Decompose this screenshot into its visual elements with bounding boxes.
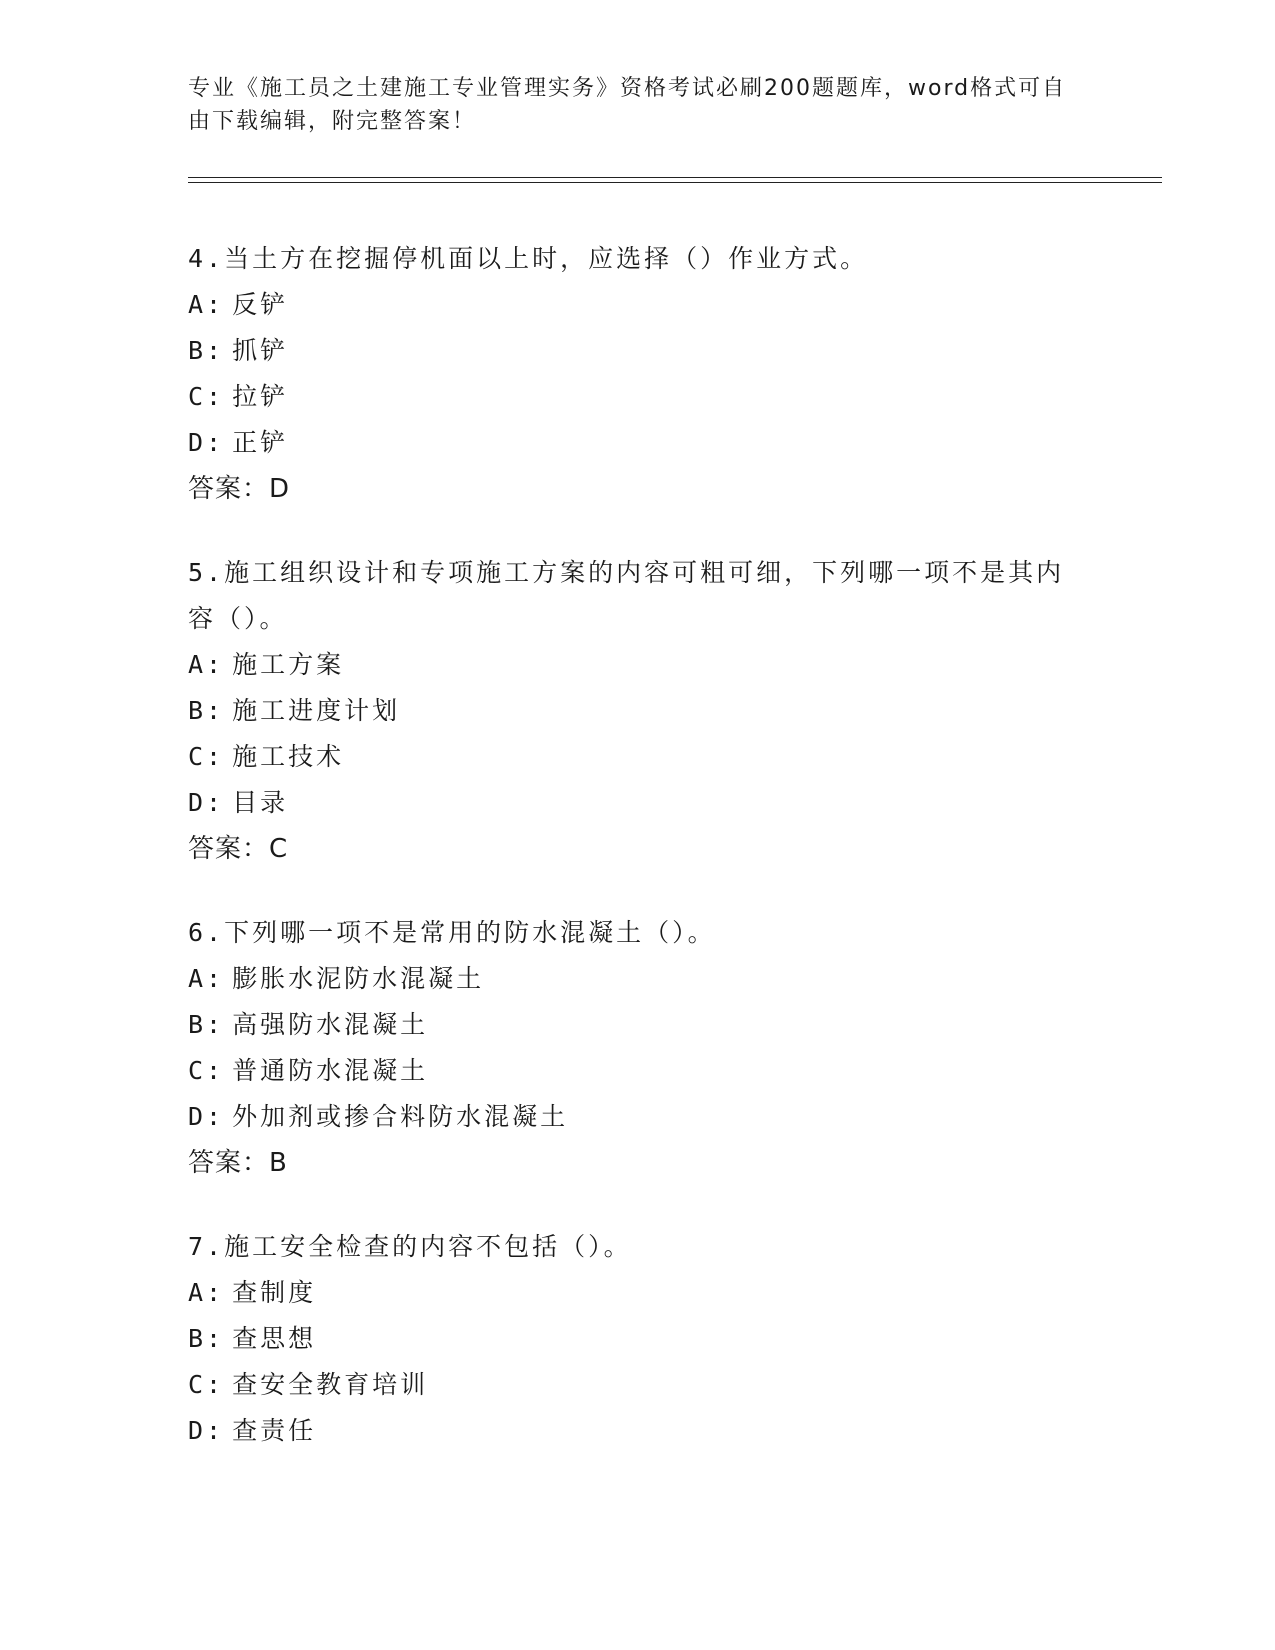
option-text: 普通防水混凝土: [232, 1056, 429, 1085]
option-letter: D:: [188, 1416, 225, 1445]
option-c: [188, 1048, 1088, 1094]
header-divider-top: [188, 177, 1162, 178]
option-c: [188, 1362, 1088, 1408]
option-d: [188, 1094, 1088, 1140]
option-letter: A:: [188, 650, 225, 679]
option-letter: B:: [188, 1010, 225, 1039]
option-b: [188, 688, 1088, 734]
option-d: [188, 420, 1088, 466]
question-stem: 4.当土方在挖掘停机面以上时，应选择（）作业方式。: [188, 244, 869, 273]
option-text: 正铲: [232, 428, 289, 457]
option-text: 目录: [232, 788, 289, 817]
option-text: 反铲: [232, 290, 289, 319]
answer-line: 答案：C: [188, 834, 289, 864]
question-5: [188, 550, 1088, 872]
option-text: 查制度: [232, 1278, 317, 1307]
option-d: [188, 1408, 1088, 1454]
option-c: [188, 734, 1088, 780]
option-letter: D:: [188, 788, 225, 817]
option-letter: C:: [188, 382, 225, 411]
option-text: 外加剂或掺合料防水混凝土: [232, 1102, 569, 1131]
header-divider-bottom: [188, 182, 1162, 183]
option-text: 查安全教育培训: [232, 1370, 429, 1399]
option-text: 施工技术: [232, 742, 345, 771]
option-letter: C:: [188, 1370, 225, 1399]
option-a: [188, 282, 1088, 328]
option-letter: C:: [188, 742, 225, 771]
option-a: [188, 956, 1088, 1002]
option-b: [188, 1316, 1088, 1362]
document-header: [188, 72, 1068, 138]
question-stem: 5.施工组织设计和专项施工方案的内容可粗可细，下列哪一项不是其内容（）。: [188, 558, 1065, 633]
option-a: [188, 1270, 1088, 1316]
option-text: 查责任: [232, 1416, 317, 1445]
option-b: [188, 1002, 1088, 1048]
option-text: 抓铲: [232, 336, 289, 365]
option-letter: B:: [188, 696, 225, 725]
option-c: [188, 374, 1088, 420]
option-text: 施工方案: [232, 650, 345, 679]
option-letter: A:: [188, 964, 225, 993]
question-7: [188, 1224, 1088, 1454]
question-list: [188, 236, 1088, 1492]
question-stem: 6.下列哪一项不是常用的防水混凝土（）。: [188, 918, 716, 947]
option-b: [188, 328, 1088, 374]
option-a: [188, 642, 1088, 688]
option-letter: A:: [188, 1278, 225, 1307]
question-6: [188, 910, 1088, 1186]
option-letter: A:: [188, 290, 225, 319]
option-letter: C:: [188, 1056, 225, 1085]
option-letter: B:: [188, 1324, 225, 1353]
answer-line: 答案：B: [188, 1148, 288, 1178]
option-text: 施工进度计划: [232, 696, 401, 725]
question-stem: 7.施工安全检查的内容不包括（）。: [188, 1232, 632, 1261]
option-letter: D:: [188, 428, 225, 457]
option-text: 查思想: [232, 1324, 317, 1353]
option-letter: D:: [188, 1102, 225, 1131]
option-text: 拉铲: [232, 382, 289, 411]
option-d: [188, 780, 1088, 826]
option-text: 高强防水混凝土: [232, 1010, 429, 1039]
question-4: [188, 236, 1088, 512]
option-letter: B:: [188, 336, 225, 365]
answer-line: 答案：D: [188, 474, 291, 504]
option-text: 膨胀水泥防水混凝土: [232, 964, 485, 993]
header-title: 专业《施工员之土建施工专业管理实务》资格考试必刷200题题库，word格式可自由下载编辑，附完整答案！: [188, 76, 1067, 134]
